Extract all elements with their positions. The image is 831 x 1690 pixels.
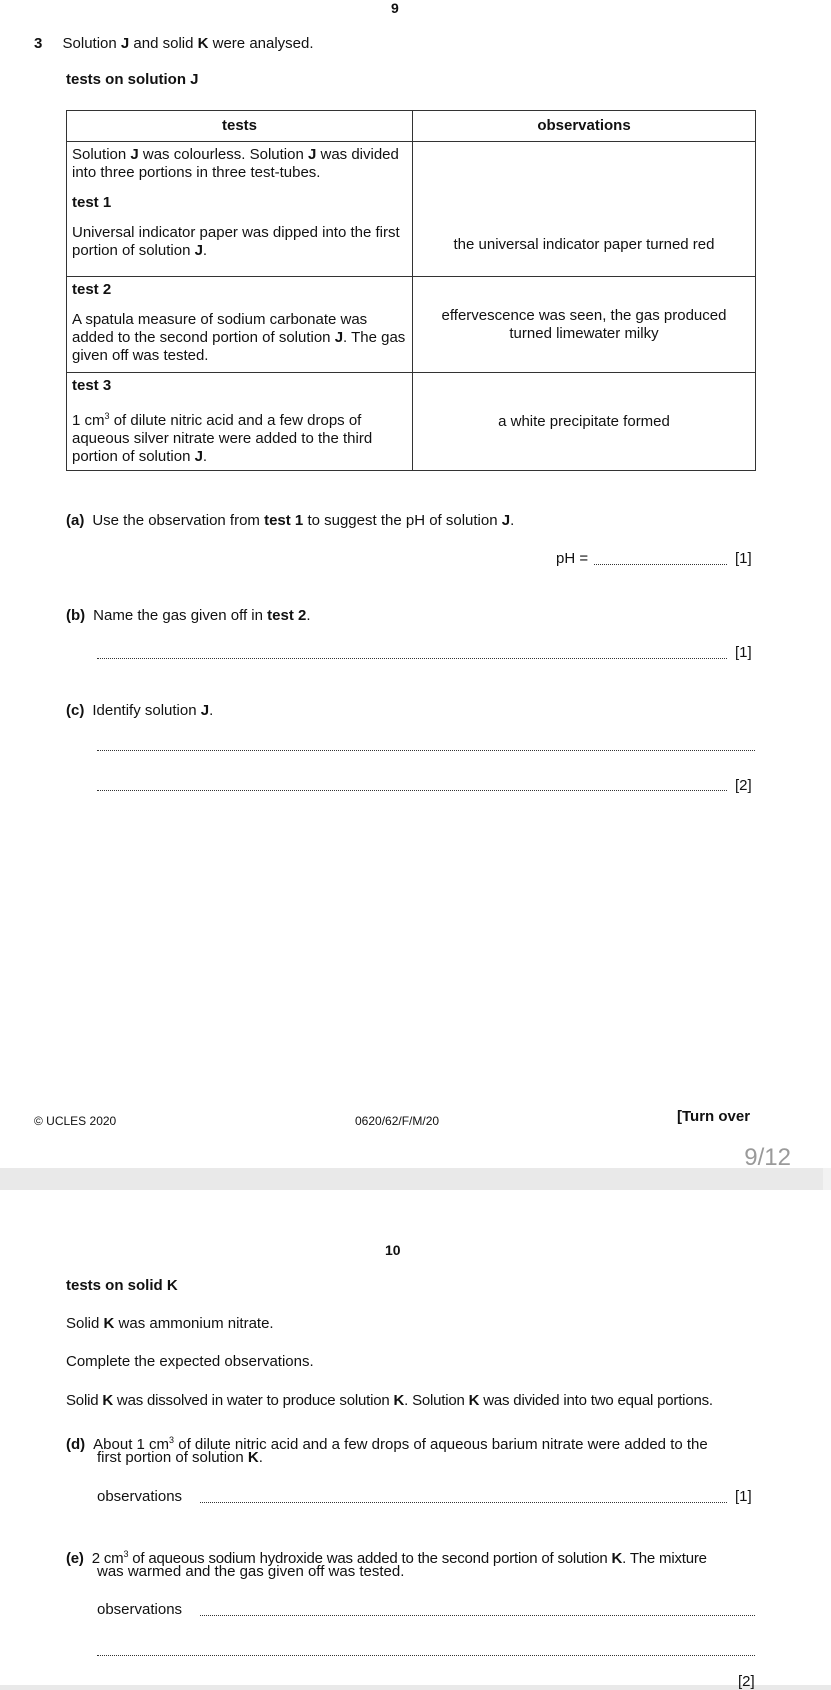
test-2-text: A spatula measure of sodium carbonate was added to the second portion of solution J. The gas given off was tested. xyxy=(72,311,406,364)
section-heading-solution-j: tests on solution J xyxy=(66,71,199,88)
solid-k-statement: Solid K was ammonium nitrate. xyxy=(66,1315,274,1332)
test-1-text: Universal indicator paper was dipped into the first portion of solution J. xyxy=(72,224,400,259)
tests-table xyxy=(66,110,756,471)
test-2-observation: effervescence was seen, the gas produced turned limewater milky xyxy=(413,277,756,373)
page-number: 10 xyxy=(385,1242,401,1258)
ph-answer-label: pH = xyxy=(556,550,589,567)
page-counter: 9/12 xyxy=(744,1144,791,1171)
test-1-label: test 1 xyxy=(72,194,112,211)
test-3-cell xyxy=(67,373,413,471)
test-2-label: test 2 xyxy=(72,281,112,298)
question-a: (a) Use the observation from test 1 to suggest the pH of solution J. xyxy=(66,512,515,529)
answer-line-c2[interactable] xyxy=(97,790,727,791)
header-observations: observations xyxy=(413,111,756,142)
footer-code: 0620/62/F/M/20 xyxy=(355,1114,440,1128)
document-page-10 xyxy=(0,1190,831,1690)
mark-b: [1] xyxy=(735,644,752,661)
test-1-cell xyxy=(67,142,413,277)
instruction: Complete the expected observations. xyxy=(66,1353,314,1370)
test-1-observation: the universal indicator paper turned red xyxy=(413,142,756,277)
footer-turn-over: [Turn over xyxy=(677,1108,751,1125)
mark-d: [1] xyxy=(735,1488,752,1505)
question-b: (b) Name the gas given off in test 2. xyxy=(66,607,311,624)
answer-line-d[interactable] xyxy=(200,1502,727,1503)
answer-line-b[interactable] xyxy=(97,658,727,659)
test-3-label: test 3 xyxy=(72,377,112,394)
header-tests: tests xyxy=(67,111,413,142)
ph-answer-line[interactable] xyxy=(594,564,727,565)
observations-label-e: observations xyxy=(97,1601,183,1618)
test-2-cell xyxy=(67,277,413,373)
question-number: 3 xyxy=(34,35,43,52)
answer-line-c1[interactable] xyxy=(97,750,755,751)
intro-text: Solution J was colourless. Solution J was divided into three portions in three test-tubes. xyxy=(72,146,399,181)
question-d: (d) About 1 $cm^3$ of dilute nitric acid and a few drops of aqueous barium nitrate were added to the xyxy=(66,1435,708,1453)
question-e: (e) 2 $cm^3$ of aqueous sodium hydroxide was added to the second portion of solution K. The mixture xyxy=(66,1549,707,1567)
answer-line-e1[interactable] xyxy=(200,1615,755,1616)
test-3-observation: a white precipitate formed xyxy=(413,373,756,471)
mark-c: [2] xyxy=(735,777,752,794)
test-3-text: 1 $cm^3$ of dilute nitric acid and a few drops of aqueous silver nitrate were added to the third portion of solution J. xyxy=(72,411,373,465)
observations-label-d: observations xyxy=(97,1488,183,1505)
mark-a: [1] xyxy=(735,550,752,567)
question-c: (c) Identify solution J. xyxy=(66,702,214,719)
mark-e: [2] xyxy=(738,1673,755,1690)
question-d-line2: first portion of solution K. xyxy=(97,1449,263,1466)
question-e-line2: was warmed and the gas given off was tested. xyxy=(97,1563,405,1580)
section-heading-solid-k: tests on solid K xyxy=(66,1277,178,1294)
page-number: 9 xyxy=(391,0,399,16)
footer-copyright: © UCLES 2020 xyxy=(34,1114,117,1128)
dissolution-statement: Solid K was dissolved in water to produce solution K. Solution K was divided into two equal portions. xyxy=(66,1392,713,1409)
question-3-intro: 3 Solution J and solid K were analysed. xyxy=(34,35,314,52)
answer-line-e2[interactable] xyxy=(97,1655,755,1656)
